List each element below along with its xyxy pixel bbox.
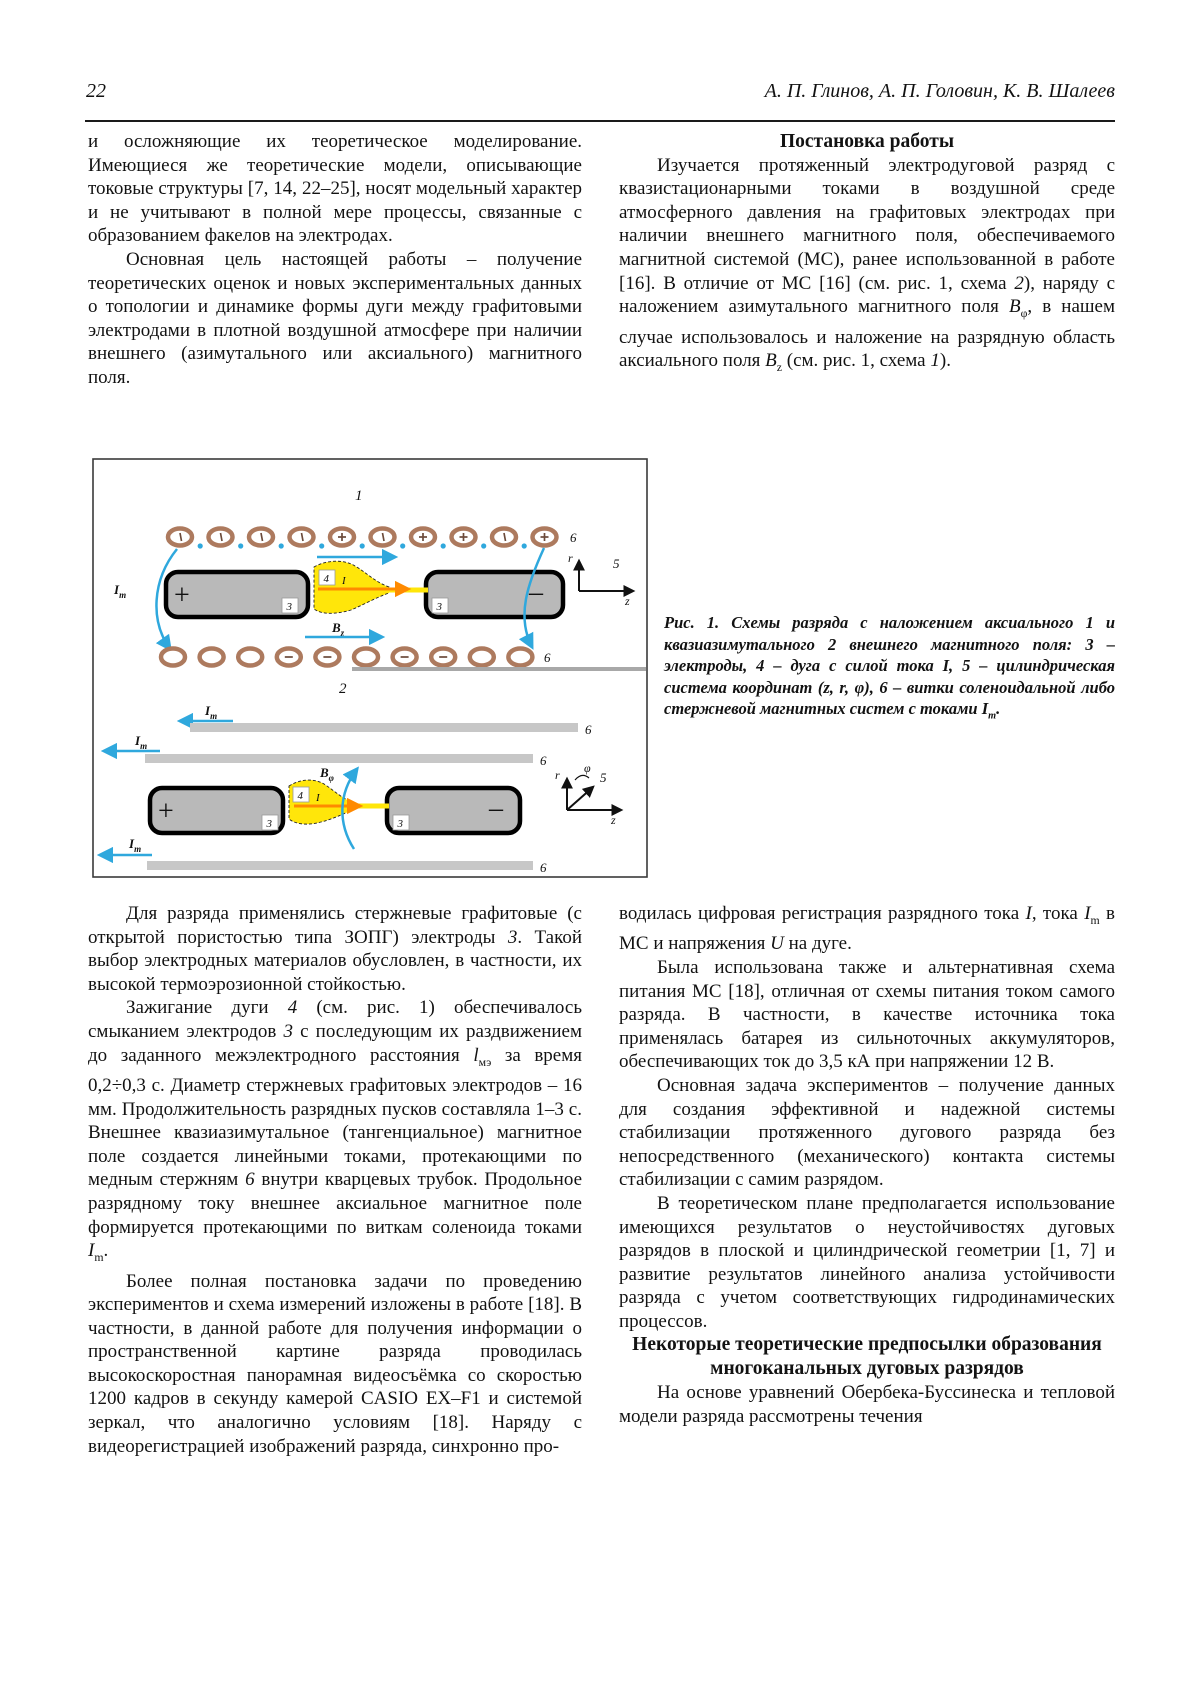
left-column-bottom	[88, 902, 582, 1458]
current-label: I	[342, 575, 346, 587]
paragraph: Изучается протяженный электродуговой разряд с квазистационарными токами в воздушной среде атмосферного давления на графитовых электродах при наличии внешнего магнитного поля, обеспечиваемого магнитной системой (МС), ранее использованной в работе [16]. В отличие от МС [16] (см. рис. 1, схема 2), наряду с наложением азимутального магнитного поля $B_\varphi$, в нашем случае использовалось и наложение на разрядную область аксиального поля $B_z$ (см. рис. 1, схема 1).	[619, 154, 1115, 374]
paragraph: Основная задача экспериментов – получение данных для создания эффективной и надежной системы стабилизации протяженного дугового разряда без непосредственного (механического) контакта системы стабилизации с самим разрядом.	[619, 1074, 1115, 1191]
rod-current-label: $I_m$	[205, 703, 218, 721]
coord-system-label: 5	[613, 556, 620, 571]
current-label: I	[316, 792, 320, 804]
section-heading: Некоторые теоретические предпосылки образования многоканальных дуговых разрядов	[632, 1334, 1102, 1380]
left-column-top	[88, 130, 582, 390]
paragraph: Для разряда применялись стержневые графитовые (с открытой пористостью типа ЗОПГ) электроды 3. Такой выбор электродных материалов обусловлен, в частности, их высокой термоэрозионной стойкостью.	[88, 903, 582, 995]
figure-caption: Рис. 1. Схемы разряда с наложением аксиального 1 и квазиазимутального 2 внешнего магнитного поля: 3 – электроды, 4 – дуга с силой тока I, 5 – цилиндрическая система координат (z, r, φ), 6 – витки соленоидальной либо стержневой магнитных систем с токами $I_m$.	[664, 613, 1115, 722]
right-column-top	[619, 130, 1115, 380]
axis-r-label: r	[555, 768, 560, 782]
scheme2-label: 2	[339, 681, 347, 697]
axis-phi-label: φ	[584, 761, 591, 775]
axis-z-label: z	[611, 813, 616, 827]
page-number: 22	[86, 80, 106, 102]
electrode-label: 3	[397, 818, 403, 830]
header-rule	[85, 120, 1115, 122]
coil-label: 6	[544, 650, 551, 665]
Bphi-label: $B_\varphi$	[320, 765, 334, 783]
coil-label: 6	[540, 753, 547, 768]
discharge-schemes-diagram	[92, 458, 648, 878]
scheme1-label: 1	[355, 488, 363, 504]
paragraph: и осложняющие их теоретическое моделирование. Имеющиеся же теоретические модели, описывающие токовые структуры [7, 14, 22–25], носят модельный характер и не учитывают в полной мере процессы, связанные с образованием факелов на электродах.	[88, 131, 582, 247]
rod-current-label: $I_m$	[129, 836, 142, 854]
coil-label: 6	[570, 530, 577, 545]
coil-label: 6	[585, 722, 592, 737]
copper-rod	[147, 861, 533, 870]
running-authors: А. П. Глинов, А. П. Головин, К. В. Шалеев	[764, 80, 1115, 102]
electrode-label: 3	[286, 601, 292, 613]
plus-sign: +	[158, 796, 174, 827]
paragraph: На основе уравнений Обербека-Буссинеска и тепловой модели разряда рассмотрены течения	[619, 1382, 1115, 1428]
coil-label: 6	[540, 860, 547, 875]
paragraph: Зажигание дуги 4 (см. рис. 1) обеспечивалось смыканием электродов 3 с последующим их раздвижением до заданного межэлектродного расстояния $l_{мэ}$ за время 0,2÷0,3 с. Диаметр стержневых графитовых электродов – 16 мм. Продолжительность разрядных пусков составляла 1–3 с. Внешнее квазиазимутальное (тангенциальное) магнитное поле создается линейными токами, протекающими по медным стержням 6 внутри кварцевых трубок. Продольное разрядному току внешнее аксиальное магнитное поле формируется протекающими по виткам соленоида токами $I_m$.	[88, 997, 582, 1264]
axis-r-label: r	[568, 551, 573, 565]
copper-rod	[190, 723, 578, 732]
arc-label: 4	[297, 790, 303, 802]
minus-sign: –	[489, 793, 503, 824]
electrode-label: 3	[266, 818, 272, 830]
figure-1	[92, 458, 648, 883]
paragraph: Была использована также и альтернативная схема питания МС [18], отличная от схемы питания током самого разряда. В частности, в качестве источника тока применялась батарея из сильноточных аккумуляторов, обеспечивающих ток до 3,5 кА при напряжении 12 В.	[619, 956, 1115, 1073]
copper-rod	[145, 754, 533, 763]
paragraph: водилась цифровая регистрация разрядного тока I, тока $I_m$ в МС и напряжения U на дуге.	[619, 903, 1115, 955]
minus-sign: –	[529, 577, 543, 608]
plus-sign: +	[174, 580, 190, 611]
right-column-bottom	[619, 902, 1115, 1429]
rod-current-label: $I_m$	[135, 733, 148, 751]
electrode-label: 3	[436, 601, 442, 613]
paragraph: Более полная постановка задачи по проведению экспериментов и схема измерений изложены в работе [18]. В частности, в данной работе для получения информации о пространственной картине разряда проводилась высокоскоростная панорамная видеосъёмка со скоростью 1200 кадров в секунду камерой CASIO EX–F1 и системой зеркал, что аналогично условиям [18]. Наряду с видеорегистрацией изображений разряда, синхронно про-	[88, 1270, 582, 1457]
solenoid-current-label: $I_m$	[114, 582, 127, 600]
Bz-label: $B_z$	[332, 620, 345, 638]
arc-label: 4	[323, 573, 329, 585]
coord-system-label: 5	[600, 770, 607, 785]
axis-z-label: z	[625, 594, 630, 608]
section-heading: Постановка работы	[779, 131, 955, 152]
page-header	[86, 80, 1115, 103]
paragraph: Основная цель настоящей работы – получение теоретических оценок и новых экспериментальных данных о топологии и динамике формы дуги между графитовыми электродами в плотной воздушной атмосфере при наличии внешнего (азимутального или аксиального) магнитного поля.	[88, 248, 582, 388]
paragraph: В теоретическом плане предполагается использование имеющихся результатов о неустойчивостях дуговых разрядов в плоской и цилиндрической геометрии [1, 7] и развитие результатов линейного анализа устойчивости разряда с учетом соответствующих гидродинамических процессов.	[619, 1192, 1115, 1332]
